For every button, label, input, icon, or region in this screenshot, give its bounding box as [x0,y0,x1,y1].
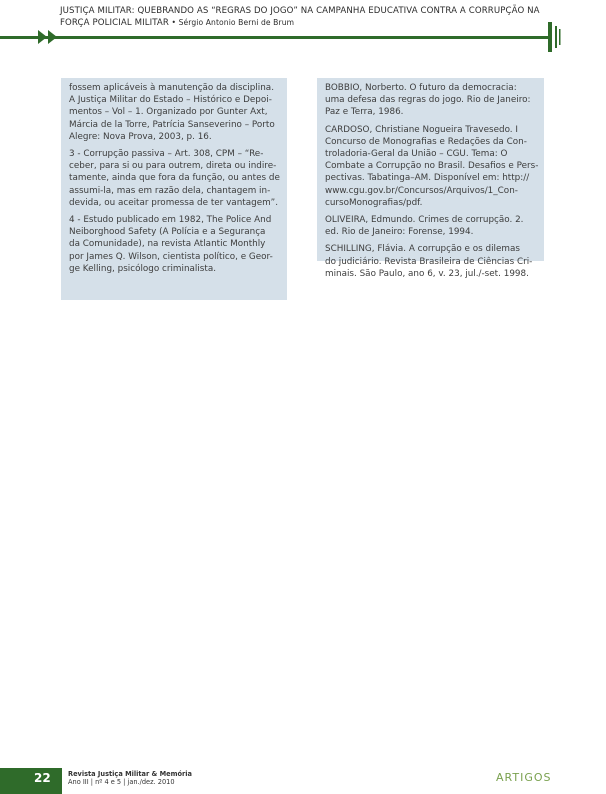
end-bars-icon [548,22,564,52]
reference-oliveira [325,214,536,238]
text-line: troladoria-Geral da União – CGU. Tema: O [325,149,508,160]
text-line: ceber, para si ou para outrem, direta ou indire- [69,161,277,172]
header-author: • Sérgio Antonio Berni de Brum [168,18,295,27]
text-line: cursoMonografias/pdf. [325,197,423,208]
text-line: Alegre: Nova Prova, 2003, p. 16. [69,131,212,142]
text-line: SCHILLING, Flávia. A corrupção e os dilemas [325,244,520,255]
journal-title: Revista Justiça Militar & Memória [68,770,192,778]
text-line: uma defesa das regras do jogo. Rio de Janeiro: [325,95,531,106]
text-line: OLIVEIRA, Edmundo. Crimes de corrupção. 2. [325,215,524,226]
journal-info [68,770,192,786]
text-line: da Comunidade), na revista Atlantic Monthly [69,239,266,250]
text-line: por James Q. Wilson, cientista político, e Geor- [69,251,273,262]
footer-page-tab [0,768,62,794]
text-line: assumi-la, mas em razão dela, chantagem in- [69,185,271,196]
reference-cardoso [325,124,539,209]
text-line: Neiborghood Safety (A Polícia e a Segurança [69,227,266,238]
text-line: ge Kelling, psicólogo criminalista. [69,263,217,274]
reference-bobbio [325,82,536,119]
text-line: 4 - Estudo publicado em 1982, The Police And [69,215,272,226]
reference-schilling [325,243,536,280]
header-rule [0,36,548,39]
text-line: Márcia de la Torre, Patrícia Sanseverino – Porto [69,119,275,130]
text-line: 3 - Corrupção passiva – Art. 308, CPM – “Re- [69,149,264,160]
journal-issue: Ano III | nº 4 e 5 | jan./dez. 2010 [68,778,175,786]
footnote-2 [69,82,279,143]
text-line: minais. São Paulo, ano 6, v. 23, jul./-set. 1998. [325,268,529,279]
references-column [317,78,544,279]
text-line: pectivas. Tabatinga–AM. Disponível em: http:// [325,173,530,184]
text-line: Paz e Terra, 1986. [325,107,404,118]
text-line: www.cgu.gov.br/Concursos/Arquivos/1_Con- [325,185,518,196]
section-label: ARTIGOS [496,771,552,784]
text-line: BOBBIO, Norberto. O futuro da democracia: [325,83,517,93]
text-line: do judiciário. Revista Brasileira de Ciências Cri- [325,256,533,267]
footnote-4 [69,214,279,275]
text-line: mentos – Vol – 1. Organizado por Gunter Axt, [69,107,268,118]
text-line: ed. Rio de Janeiro: Forense, 1994. [325,227,474,238]
header-title-line2: FORÇA POLICIAL MILITAR [60,18,169,28]
text-line: devida, ou aceitar promessa de ter vantagem”. [69,197,279,208]
footnotes-column [61,78,287,300]
header-title-line1: JUSTIÇA MILITAR: QUEBRANDO AS “REGRAS DO JOGO” NA CAMPANHA EDUCATIVA CONTRA A CORRUPÇÃO NA [60,6,540,16]
text-line: A Justiça Militar do Estado – Histórico e Depoi- [69,95,272,106]
footnote-3 [69,148,279,209]
running-header [60,6,560,29]
text-line: CARDOSO, Christiane Nogueira Travesedo. I [325,124,518,135]
text-line: Concurso de Monografias e Redações da Con- [325,136,527,147]
text-line: fossem aplicáveis à manutenção da disciplina. [69,83,274,93]
page-number: 22 [34,771,51,785]
text-line: Combate a Corrupção no Brasil. Desafios e Pers- [325,161,539,172]
text-line: tamente, ainda que fora da função, ou antes de [69,173,280,184]
